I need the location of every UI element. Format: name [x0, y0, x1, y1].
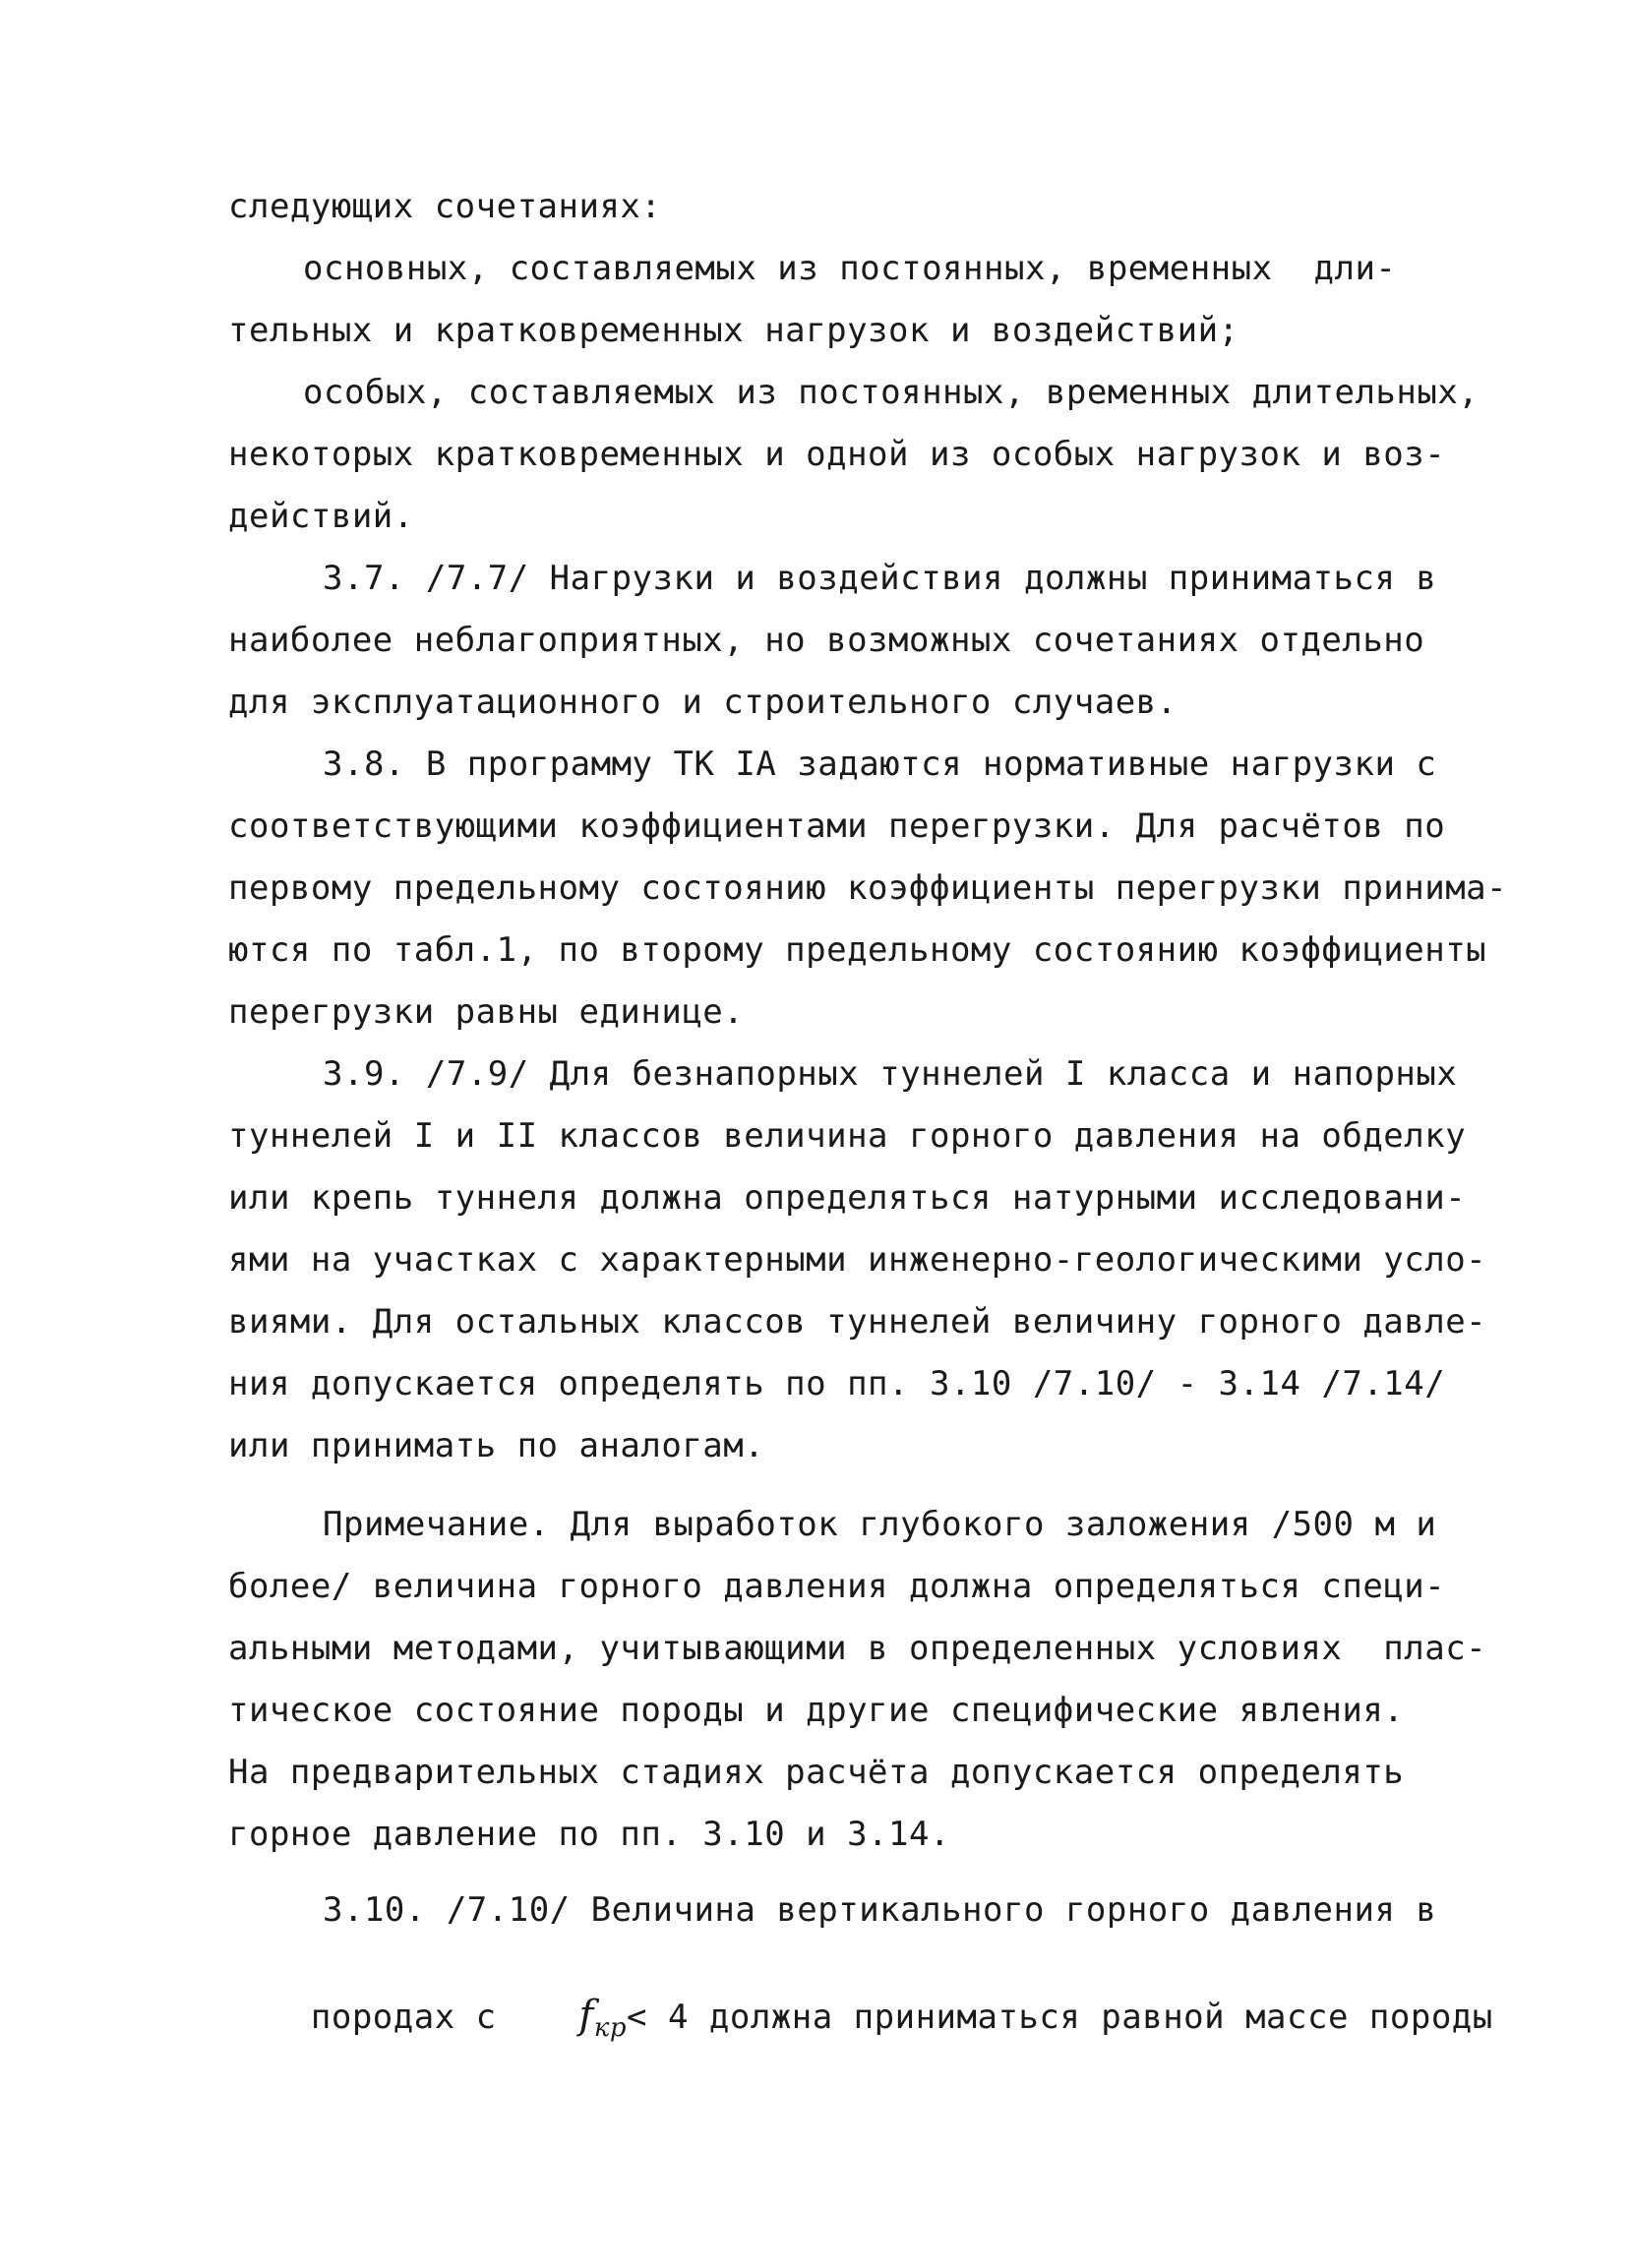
text-line: или принимать по аналогам.	[228, 1426, 765, 1465]
text-line: перегрузки равны единице.	[228, 992, 745, 1032]
text-line: основных, составляемых из постоянных, временных дли-	[303, 249, 1397, 288]
note-line: более/ величина горного давления должна определяться специ-	[228, 1567, 1446, 1606]
formula-suffix: < 4 должна приниматься равной массе породы	[627, 1998, 1493, 2037]
formula-prefix: породах с	[310, 1998, 497, 2037]
text-line: следующих сочетаниях:	[228, 187, 662, 226]
text-line: некоторых кратковременных и одной из особых нагрузок и воз-	[228, 435, 1446, 474]
text-line: 3.10. /7.10/ Величина вертикального горного давления в	[323, 1890, 1437, 1930]
text-line: тельных и кратковременных нагрузок и воздействий;	[228, 311, 1239, 350]
note-line: тическое состояние породы и другие специфические явления.	[228, 1691, 1405, 1730]
text-line: особых, составляемых из постоянных, временных длительных,	[303, 373, 1480, 412]
text-line: ются по табл.1, по второму предельному состоянию коэффициенты	[228, 930, 1487, 970]
text-line: или крепь туннеля должна определяться натурными исследовани-	[228, 1178, 1467, 1218]
note-line: Примечание. Для выработок глубокого заложения /500 м и	[323, 1505, 1437, 1544]
note-line: альными методами, учитывающими в определенных условиях плас-	[228, 1629, 1487, 1668]
formula-symbol: f	[578, 1993, 594, 2038]
note-line: На предварительных стадиях расчёта допускается определять	[228, 1753, 1405, 1792]
text-line: 3.8. В программу ТК IA задаются нормативные нагрузки с	[323, 745, 1437, 784]
text-line: первому предельному состоянию коэффициенты перегрузки принима-	[228, 868, 1508, 908]
text-line-formula	[228, 1950, 1493, 2085]
text-line: соответствующими коэффициентами перегрузки. Для расчётов по	[228, 806, 1446, 846]
text-line: действий.	[228, 497, 414, 536]
text-line: ния допускается определять по пп. 3.10 /7.10/ - 3.14 /7.14/	[228, 1364, 1446, 1403]
formula-subscript: кр	[593, 2013, 627, 2043]
text-line: туннелей I и II классов величина горного давления на обделку	[228, 1116, 1467, 1156]
text-line: 3.7. /7.7/ Нагрузки и воздействия должны приниматься в	[323, 559, 1437, 598]
text-line: ями на участках с характерными инженерно-геологическими усло-	[228, 1240, 1487, 1280]
text-line: для эксплуатационного и строительного случаев.	[228, 683, 1178, 722]
text-line: 3.9. /7.9/ Для безнапорных туннелей I класса и напорных	[323, 1054, 1458, 1094]
text-line: наиболее неблагоприятных, но возможных сочетаниях отдельно	[228, 621, 1425, 660]
note-line: горное давление по пп. 3.10 и 3.14.	[228, 1815, 950, 1854]
text-line: виями. Для остальных классов туннелей величину горного давле-	[228, 1302, 1487, 1342]
